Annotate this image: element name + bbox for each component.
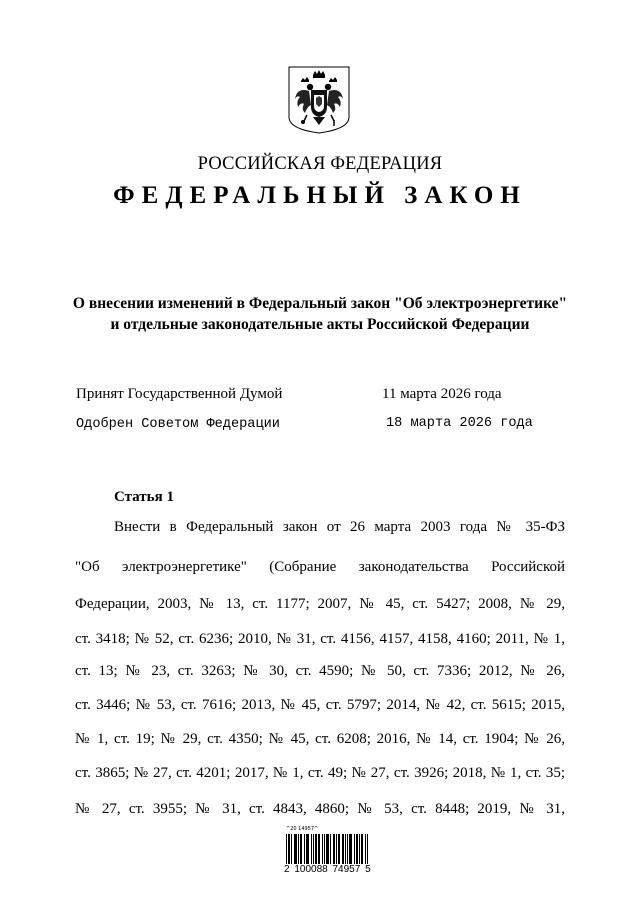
article-text-line: № 27, ст. 3955; № 31, ст. 4843, 4860; № 53, ст. 8448; 2019, № 31, [75, 801, 565, 817]
coat-of-arms-emblem [287, 65, 351, 135]
document-type: ФЕДЕРАЛЬНЫЙ ЗАКОН [113, 182, 527, 209]
law-title-line-1: О внесении изменений в Федеральный закон "Об электроэнергетике" [72, 295, 568, 312]
article-text-line: Федерации, 2003, № 13, ст. 1177; 2007, № 45, ст. 5427; 2008, № 29, [75, 596, 565, 612]
barcode-number: 2 100088 74957 5 [284, 864, 371, 875]
duma-adoption-date: 11 марта 2026 года [382, 386, 502, 402]
council-approval-date: 18 марта 2026 года [386, 416, 533, 431]
article-text-line: ст. 3865; № 27, ст. 4201; 2017, № 1, ст. 49; № 27, ст. 3926; 2018, № 1, ст. 35; [75, 765, 565, 781]
council-approval-label: Одобрен Советом Федерации [76, 417, 280, 432]
article-text-line: № 1, ст. 19; № 29, ст. 4350; № 45, ст. 6208; 2016, № 14, ст. 1904; № 26, [75, 731, 565, 747]
article-heading: Статья 1 [114, 489, 174, 505]
article-text-line: "Об электроэнергетике" (Собрание законодательства Российской [75, 559, 565, 575]
law-title-line-2: и отдельные законодательные акты Российской Федерации [110, 316, 530, 333]
law-title [0, 293, 640, 335]
article-text-line: ст. 3418; № 52, ст. 6236; 2010, № 31, ст. 4156, 4157, 4158, 4160; 2011, № 1, [75, 631, 565, 647]
duma-adoption-label: Принят Государственной Думой [76, 386, 283, 402]
document-barcode [284, 826, 370, 878]
barcode-bars [284, 834, 370, 864]
article-text-line: Внести в Федеральный закон от 26 марта 2003 года № 35-ФЗ [114, 519, 565, 535]
article-text-line: ст. 13; № 23, ст. 3263; № 30, ст. 4590; № 50, ст. 7336; 2012, № 26, [75, 663, 565, 679]
barcode-small-label: ^20 14957^ [286, 826, 319, 832]
country-name: РОССИЙСКАЯ ФЕДЕРАЦИЯ [197, 154, 443, 174]
article-text-line: ст. 3446; № 53, ст. 7616; 2013, № 45, ст. 5797; 2014, № 42, ст. 5615; 2015, [75, 697, 565, 713]
